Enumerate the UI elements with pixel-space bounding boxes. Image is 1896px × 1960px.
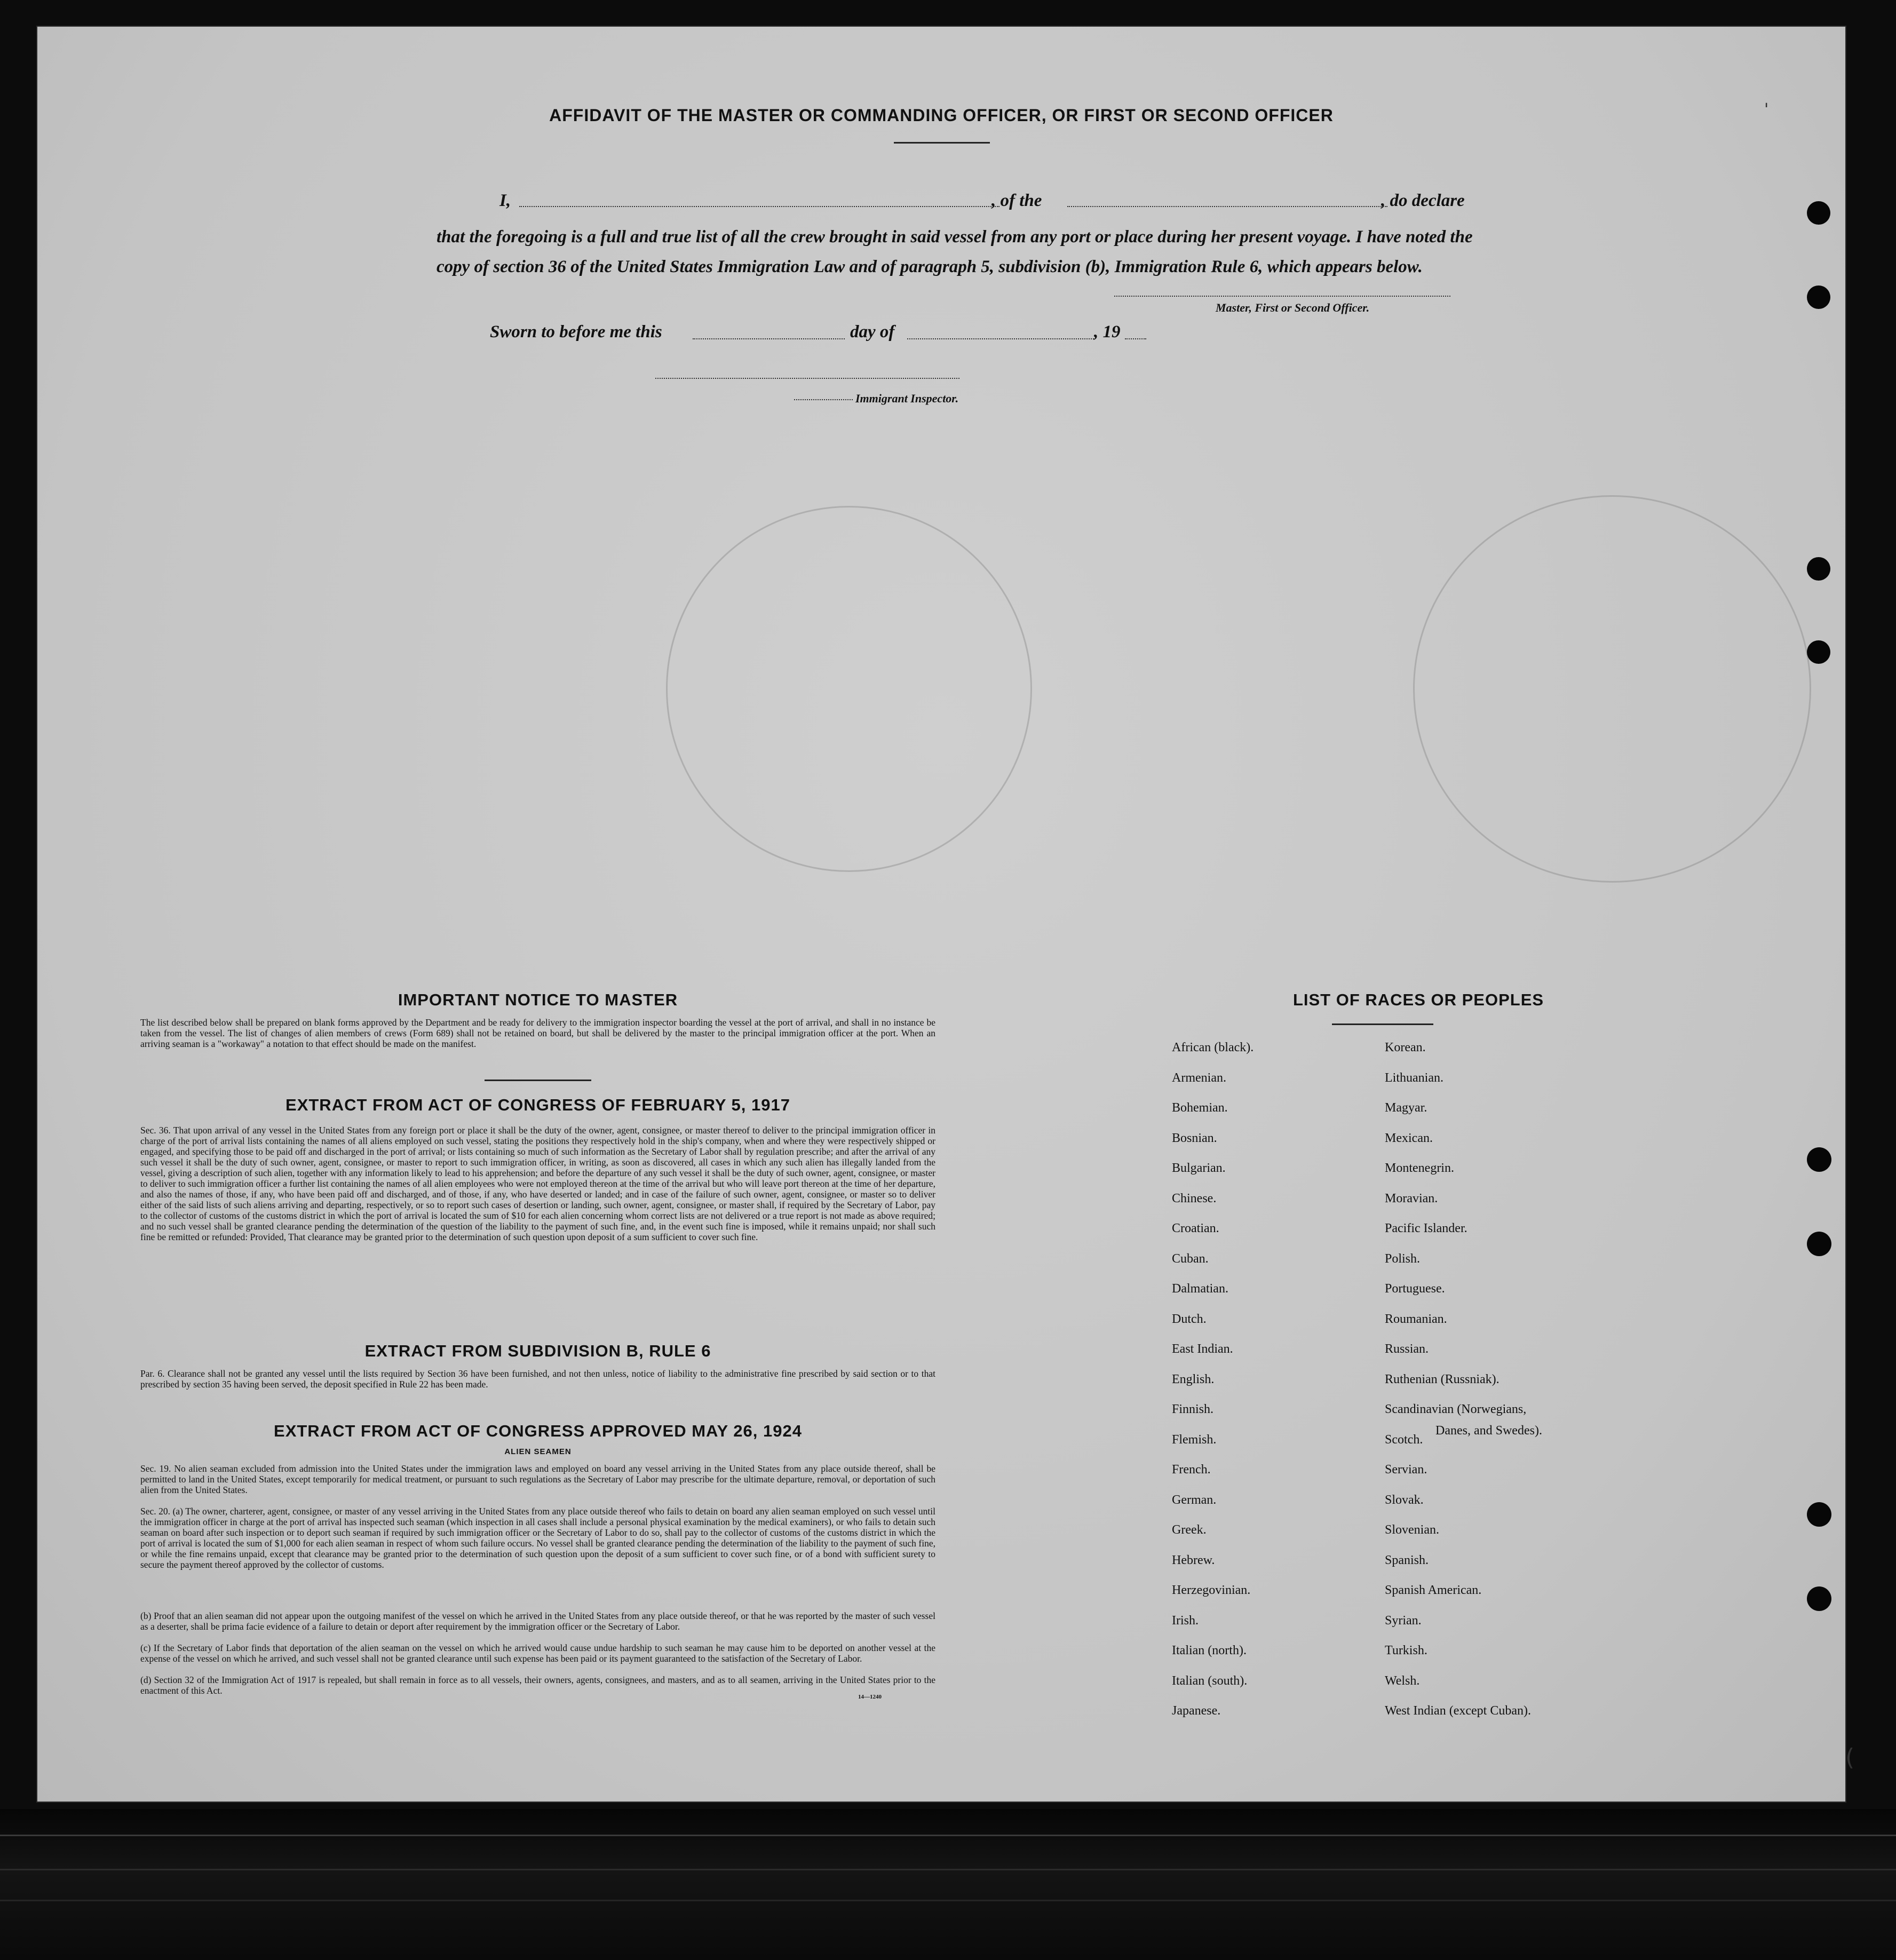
- vessel-name-field[interactable]: [1067, 206, 1387, 207]
- race-item: Montenegrin.: [1385, 1161, 1454, 1175]
- notice-body: The list described below shall be prepared on blank forms approved by the Department and be ready for delivery to the immigration inspector boarding the vessel at the port of arrival, and shall in no instance be taken from the vessel. The list of changes of alien members of crews (Form 689) shall not be retained on board, but shall be delivered by the master to the principal immigration officer at the port. When an arriving seaman is a "workaway" a notation to that effect should be made on the manifest.: [140, 1017, 935, 1049]
- affidavit-of-the-label: , of the: [991, 191, 1042, 210]
- race-item: Servian.: [1385, 1463, 1427, 1477]
- race-item: Herzegovinian.: [1172, 1583, 1251, 1597]
- race-item: Dalmatian.: [1172, 1282, 1228, 1296]
- race-item: Chinese.: [1172, 1192, 1217, 1205]
- race-item: Croatian.: [1172, 1221, 1219, 1235]
- race-item: Spanish American.: [1385, 1583, 1482, 1597]
- race-item: Mexican.: [1385, 1131, 1433, 1145]
- race-item: Flemish.: [1172, 1433, 1217, 1447]
- race-item: Pacific Islander.: [1385, 1221, 1467, 1235]
- affidavit-declare-label: , do declare: [1381, 191, 1465, 210]
- punch-hole: [1807, 1147, 1831, 1172]
- punch-hole: [1807, 285, 1830, 309]
- ink-mark: ': [1764, 100, 1769, 119]
- races-divider: [1332, 1023, 1433, 1025]
- race-item: Slovak.: [1385, 1493, 1424, 1507]
- strip-edge-line: [0, 1900, 1896, 1901]
- race-item: Roumanian.: [1385, 1312, 1447, 1326]
- alien-seamen-subtitle: ALIEN SEAMEN: [504, 1447, 572, 1456]
- punch-hole: [1807, 557, 1830, 581]
- punch-hole: [1807, 640, 1830, 664]
- affidavit-i-label: I,: [499, 191, 511, 210]
- race-item: Finnish.: [1172, 1402, 1214, 1416]
- punch-hole: [1807, 201, 1830, 225]
- race-item: Japanese.: [1172, 1704, 1221, 1718]
- extract-1924-sec20d: (d) Section 32 of the Immigration Act of 1917 is repealed, but shall remain in force as to all vessels, their owners, agents, consignees, and masters, and as to all seamen, arriving in the United States prior to the enactment of this Act.: [140, 1675, 935, 1696]
- race-item: Portuguese.: [1385, 1282, 1445, 1296]
- notice-divider: [485, 1080, 591, 1081]
- title-underline: [894, 142, 990, 144]
- sworn-year-field[interactable]: [1125, 338, 1146, 339]
- notice-title: IMPORTANT NOTICE TO MASTER: [398, 990, 678, 1009]
- race-item: Spanish.: [1385, 1553, 1429, 1567]
- faded-stamp-left: [666, 506, 1032, 872]
- year-prefix-label: , 19: [1094, 322, 1121, 342]
- race-item: Welsh.: [1385, 1674, 1420, 1688]
- race-item: Irish.: [1172, 1614, 1199, 1628]
- race-item: Bulgarian.: [1172, 1161, 1226, 1175]
- declarant-name-field[interactable]: [519, 206, 999, 207]
- race-item: Turkish.: [1385, 1644, 1427, 1657]
- sworn-label: Sworn to before me this: [490, 322, 662, 342]
- master-signature-label: Master, First or Second Officer.: [1216, 301, 1370, 314]
- race-item: Italian (north).: [1172, 1644, 1247, 1657]
- race-item: Russian.: [1385, 1342, 1429, 1356]
- race-item: West Indian (except Cuban).: [1385, 1704, 1531, 1718]
- extract-rule6-title: EXTRACT FROM SUBDIVISION B, RULE 6: [364, 1342, 711, 1360]
- race-item: Slovenian.: [1385, 1523, 1439, 1537]
- punch-hole: [1807, 1232, 1831, 1256]
- race-item: African (black).: [1172, 1041, 1254, 1054]
- race-item: Syrian.: [1385, 1614, 1422, 1628]
- sworn-month-field[interactable]: [907, 338, 1094, 339]
- document-page: [36, 26, 1855, 1803]
- race-item: French.: [1172, 1463, 1211, 1477]
- form-number: 14—1240: [858, 1694, 882, 1700]
- races-title: LIST OF RACES OR PEOPLES: [1292, 990, 1544, 1009]
- race-item: Korean.: [1385, 1041, 1426, 1054]
- punch-hole: [1807, 1586, 1831, 1611]
- race-scandinavian-continuation: Danes, and Swedes).: [1435, 1424, 1542, 1438]
- faded-stamp-right: [1413, 495, 1811, 883]
- strip-edge-line: [0, 1835, 1896, 1836]
- extract-1924-sec20a: Sec. 20. (a) The owner, charterer, agent, consignee, or master of any vessel arriving in the United States from any place outside thereof who fails to detain on board any alien seaman employed on such vessel until the immigration officer in charge at the port of arrival has inspected such seaman (which inspection in all cases shall include a personal physical examination by the medical examiners), or who fails to detain such seaman on board after such inspection or to deport such seaman if required by such immigration officer or the Secretary of Labor to do so, shall pay to the collector of customs of the customs district in which the port of arrival is located the sum of $1,000 for each alien seaman in respect of whom such failure occurs. No vessel shall be granted clearance pending the determination of the liability to the payment of such fine, or while the fine remains unpaid, except that clearance may be granted prior to the determination of such question upon the deposit of a sum sufficient to cover such fine, or of a bond with sufficient surety to secure the payment thereof approved by the collector of customs.: [140, 1506, 935, 1570]
- extract-1924-sec20c: (c) If the Secretary of Labor finds that deportation of the alien seaman on the vessel on which he arrived would cause undue hardship to such seaman he may cause him to be deported on another vessel at the expense of the vessel on which he arrived, and such vessel shall not be granted clearance until such expense has been paid or its payment guaranteed to the satisfaction of the Secretary of Labor.: [140, 1642, 935, 1664]
- race-item: Cuban.: [1172, 1252, 1209, 1266]
- race-item: Hebrew.: [1172, 1553, 1215, 1567]
- race-item: Bohemian.: [1172, 1101, 1228, 1115]
- race-item: Scotch.: [1385, 1433, 1423, 1447]
- inspector-label: Immigrant Inspector.: [855, 392, 959, 405]
- race-item: Magyar.: [1385, 1101, 1427, 1115]
- race-item: Scandinavian (Norwegians,: [1385, 1402, 1527, 1416]
- race-item: Moravian.: [1385, 1192, 1438, 1205]
- master-signature-line[interactable]: [1114, 296, 1450, 297]
- extract-1924-title: EXTRACT FROM ACT OF CONGRESS APPROVED MAY 26, 1924: [274, 1422, 802, 1440]
- inspector-label-leader: [794, 399, 853, 400]
- race-item: Greek.: [1172, 1523, 1207, 1537]
- inspector-signature-line[interactable]: [655, 378, 959, 379]
- affidavit-title: AFFIDAVIT OF THE MASTER OR COMMANDING OFFICER, OR FIRST OR SECOND OFFICER: [549, 106, 1334, 125]
- race-item: English.: [1172, 1372, 1215, 1386]
- punch-hole: [1807, 1502, 1831, 1527]
- race-item: Lithuanian.: [1385, 1071, 1443, 1085]
- extract-rule6-body: Par. 6. Clearance shall not be granted any vessel until the lists required by Section 36 have been furnished, and not then unless, notice of liability to the administrative fine prescribed by said section or to that prescribed by section 35 having been served, the deposit specified in Rule 22 has been made.: [140, 1368, 935, 1390]
- race-item: Bosnian.: [1172, 1131, 1217, 1145]
- race-item: German.: [1172, 1493, 1217, 1507]
- extract-1924-sec10: Sec. 19. No alien seaman excluded from admission into the United States under the immigration laws and employed on board any vessel arriving in the United States from any place outside thereof, shall be permitted to land in the United States, except temporarily for medical treatment, or pursuant to such regulations as the Secretary of Labor may prescribe for the ultimate departure, removal, or deportation of such alien from the United States.: [140, 1463, 935, 1495]
- race-item: Armenian.: [1172, 1071, 1226, 1085]
- ink-mark-corner: (: [1845, 1744, 1855, 1771]
- race-item: Ruthenian (Russniak).: [1385, 1372, 1500, 1386]
- sworn-day-field[interactable]: [693, 338, 845, 339]
- extract-1917-body: Sec. 36. That upon arrival of any vessel in the United States from any foreign port or place it shall be the duty of the owner, agent, consignee, or master thereof to deliver to the principal immigration officer in charge of the port of arrival lists containing the names of all aliens employed on such vessel, stating the positions they respectively hold in the ship's company, when and where they were respectively shipped or engaged, and specifying those to be paid off and discharged in the port of arrival; or lists containing so much of such information as the Secretary of Labor shall by regulation prescribe; and after the arrival of any such vessel it shall be the duty of such owner, agent, consignee, or master to report to such immigration officer, in writing, as soon as discovered, all cases in which any such alien has illegally landed from the vessel, giving a description of such alien, together with any information likely to lead to his apprehension; and before the departure of any such vessel it shall be the duty of such owner, agent, consignee, or master to deliver to such immigration officer a further list containing the names of all alien employees who were not employed thereon at the time of the arrival but who will leave port thereon at the time of her departure, and also the names of those, if any, who have been paid off and discharged, and of those, if any, who have deserted or landed; and in case of the failure of such owner, agent, consignee, or master so to deliver either of the said lists of such aliens arriving and departing, respectively, or so to report such cases of desertion or landing, such owner, agent, consignee, or master shall, if required by the Secretary of Labor, pay to the collector of customs of the customs district in which the port of arrival is located the sum of $10 for each alien concerning whom correct lists are not delivered or a true report is not made as above required; and no such vessel shall be granted clearance pending the determination of the question of the liability to the payment of such fine, and, in the event such fine is imposed, while it remains unpaid; nor shall such fine be remitted or refunded: Provided, That clearance may be granted prior to the determination of such question upon deposit of a sum sufficient to cover such fine.: [140, 1125, 935, 1242]
- extract-1924-sec20b: (b) Proof that an alien seaman did not appear upon the outgoing manifest of the vessel on which he arrived in the United States from any place outside thereof, or that he was reported by the master of such vessel as a deserter, shall be prima facie evidence of a failure to detain or deport after requirement by the immigration officer or the Secretary of Labor.: [140, 1610, 935, 1632]
- affidavit-declaration: that the foregoing is a full and true list of all the crew brought in said vessel from any port or place during her present voyage. I have noted the copy of section 36 of the United States Immigration Law and of paragraph 5, subdivision (b), Immigration Rule 6, which appears below.: [437, 227, 1473, 276]
- scanner-bed-strip: [0, 1809, 1896, 1960]
- race-item: Polish.: [1385, 1252, 1421, 1266]
- extract-1917-title: EXTRACT FROM ACT OF CONGRESS OF FEBRUARY 5, 1917: [285, 1096, 790, 1114]
- race-item: Dutch.: [1172, 1312, 1207, 1326]
- day-of-label: day of: [850, 322, 895, 342]
- race-item: East Indian.: [1172, 1342, 1233, 1356]
- race-item: Italian (south).: [1172, 1674, 1248, 1688]
- strip-edge-line: [0, 1869, 1896, 1870]
